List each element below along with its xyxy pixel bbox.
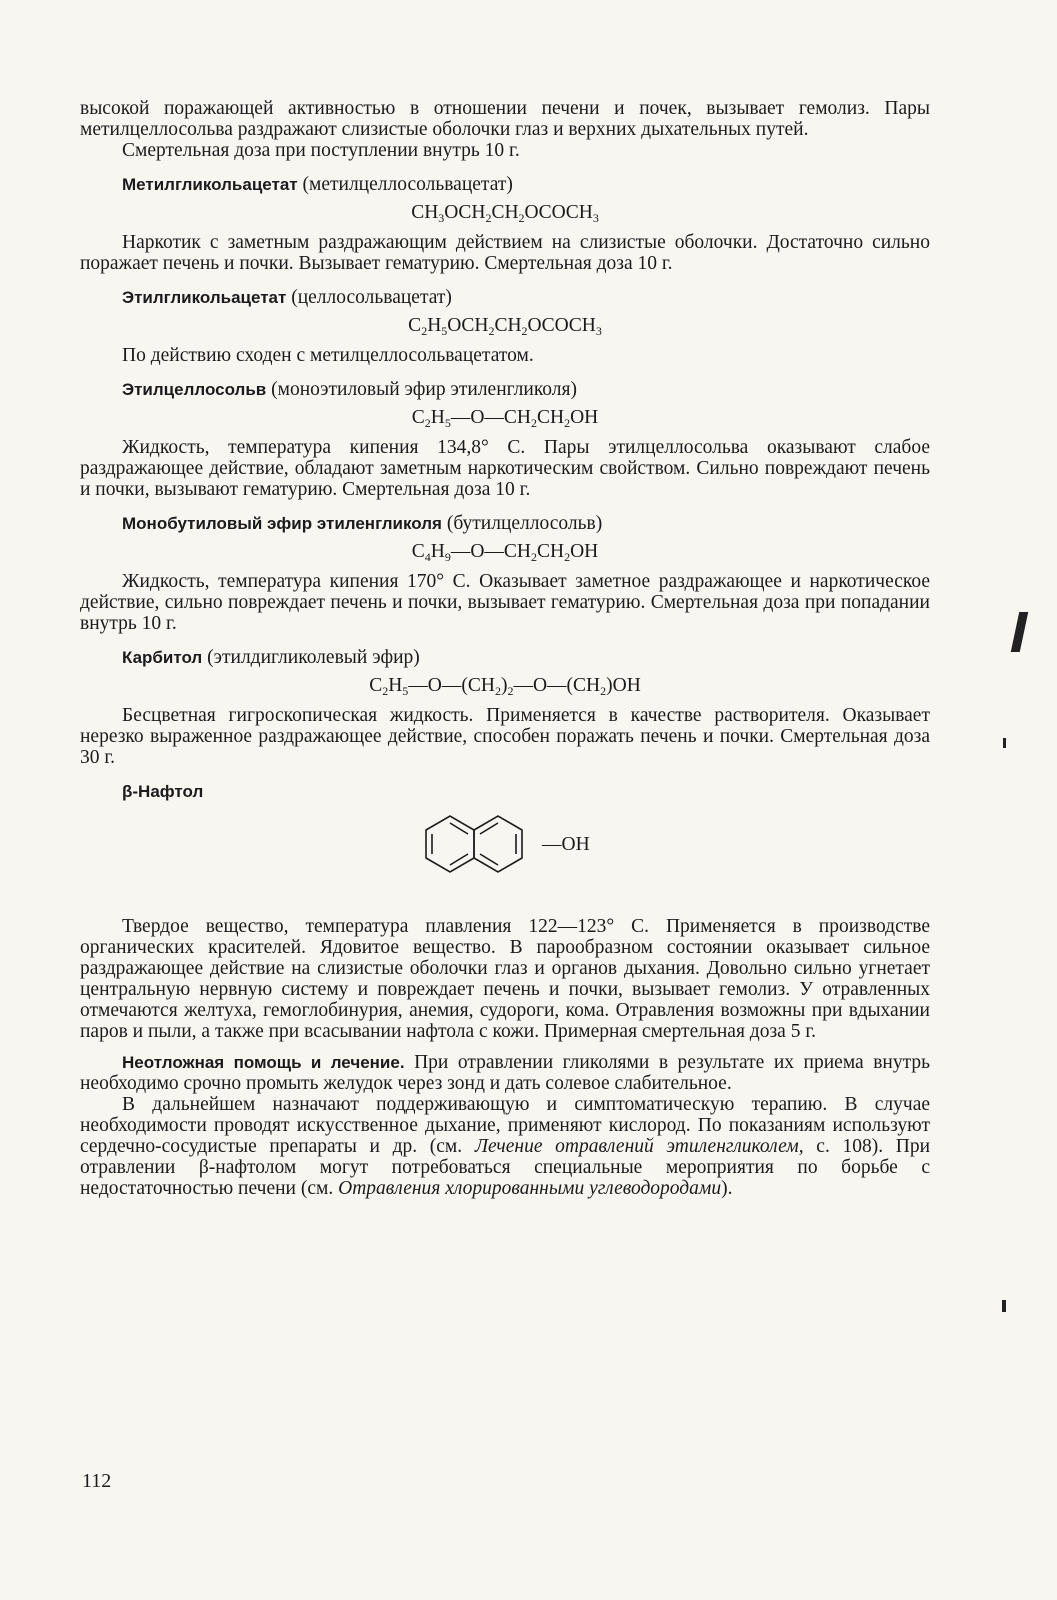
margin-scan-mark — [1003, 738, 1006, 748]
emergency-aid-title: Неотложная помощь и лечение. — [122, 1053, 405, 1072]
paragraph-emergency-aid — [80, 1052, 930, 1094]
compound-alt-name: (метилцеллосольвацетат) — [302, 174, 513, 195]
compound-name: Монобутиловый эфир этиленгликоля — [122, 514, 442, 533]
naphthalene-ring-diagram — [410, 804, 550, 916]
compound-name: Карбитол — [122, 648, 203, 667]
paragraph-carbitol: Бесцветная гигроскопическая жидкость. Применяется в качестве растворителя. Оказывает нерезко выраженное раздражающее действие, способен поражать печень и почки. Смертельная доза 30 г. — [80, 705, 930, 768]
paragraph-further-treatment — [80, 1094, 930, 1199]
treatment-text-part2: с. 108). При отравлении β-нафтолом могут потребоваться специальные мероприятия по борьбе с недостаточностью печени (см. — [80, 1136, 931, 1199]
section-heading-ethylglycol-acetate — [80, 287, 930, 308]
formula-ethyl-cellosolve: $C_2H_5—O—CH_2CH_2OH$ — [411, 407, 599, 430]
treatment-text-part1: В дальнейшем назначают поддерживающую и симптоматическую терапию. В случае необходимости проводят искусственное дыхание, применяют кислород. По показаниям используют сердечно-сосудистые препараты и др. (см. — [80, 1094, 930, 1157]
compound-name: Этилгликольацетат — [122, 288, 287, 307]
section-heading-beta-naphthol — [80, 781, 930, 802]
margin-scan-mark — [1002, 1300, 1006, 1312]
paragraph-ethyl-cellosolve: Жидкость, температура кипения 134,8° С. Пары этилцеллосольва оказывают слабое раздражающее действие, обладают заметным наркотическим свойством. Сильно повреждают печень и почки, вызывают гематурию. Смертельная доза 10 г. — [80, 437, 930, 500]
hydroxyl-group-label: —OH — [542, 834, 590, 855]
page-number: 112 — [82, 1470, 112, 1492]
formula-butyl-cellosolve: $C_4H_9—O—CH_2CH_2OH$ — [411, 541, 599, 564]
compound-alt-name: (целлосольвацетат) — [291, 287, 452, 308]
paragraph-butyl-cellosolve: Жидкость, температура кипения 170° С. Оказывает заметное раздражающее и наркотическое действие, сильно повреждает печень и почки, вызывает гематурию. Смертельная доза при попадании внутрь 10 г. — [80, 571, 930, 634]
compound-alt-name: (бутилцеллосольв) — [446, 513, 603, 534]
compound-alt-name: (этилдигликолевый эфир) — [207, 647, 420, 668]
paragraph-beta-naphthol: Твердое вещество, температура плавления 122—123° С. Применяется в производстве органических красителей. Ядовитое вещество. В парообразном состоянии оказывает сильное раздражающее действие на слизистые оболочки глаз и органов дыхания. Довольно сильно угнетает центральную нервную систему и повреждает печень и почки, вызывает гемолиз. У отравленных отмечаются желтуха, гемоглобинурия, анемия, судороги, кома. Отравления возможны при вдыхании паров и пыли, а также при всасывании нафтола с кожи. Примерная смертельная доза 5 г. — [80, 916, 930, 1042]
compound-name: Метилгликольацетат — [122, 175, 298, 194]
paragraph-ethylglycol-acetate: По действию сходен с метилцеллосольвацетатом. — [122, 345, 534, 366]
section-heading-ethyl-cellosolve — [80, 379, 930, 400]
emergency-aid-text: При отравлении гликолями в результате их приема внутрь необходимо срочно промыть желудок через зонд и дать солевое слабительное. — [80, 1052, 930, 1094]
naphthol-structure — [80, 804, 930, 916]
compound-name: Этилцеллосольв — [122, 380, 267, 399]
reference-ethylene-glycol: Лечение отравлений этиленгликолем, — [474, 1136, 804, 1157]
formula-methylglycol-acetate: $CH_3OCH_2CH_2OCOCH_3$ — [411, 202, 599, 225]
formula-ethylglycol-acetate: $C_2H_5OCH_2CH_2OCOCH_3$ — [408, 315, 602, 338]
reference-chlorinated-hydrocarbons: Отравления хлорированными углеводородами — [338, 1178, 722, 1199]
compound-name: β-Нафтол — [122, 782, 204, 801]
intro-paragraph: высокой поражающей активностью в отношении печени и почек, вызывает гемолиз. Пары метилцеллосольва раздражают слизистые оболочки глаз и верхних дыхательных путей. — [80, 98, 930, 140]
paragraph-methylglycol-acetate: Наркотик с заметным раздражающим действием на слизистые оболочки. Достаточно сильно поражает печень и почки. Вызывает гематурию. Смертельная доза 10 г. — [80, 232, 930, 274]
formula-carbitol: $C_2H_5—O—(CH_2)_2—O—(CH_2)OH$ — [369, 675, 641, 698]
page-body — [80, 98, 930, 1199]
compound-alt-name: (моноэтиловый эфир этиленгликоля) — [271, 379, 577, 400]
section-heading-methylglycol-acetate — [80, 174, 930, 195]
intro-dose: Смертельная доза при поступлении внутрь 10 г. — [122, 140, 520, 161]
section-heading-carbitol — [80, 647, 930, 668]
treatment-text-part3: ). — [721, 1178, 733, 1199]
section-heading-butyl-cellosolve — [80, 513, 930, 534]
margin-scan-mark — [1011, 612, 1029, 652]
